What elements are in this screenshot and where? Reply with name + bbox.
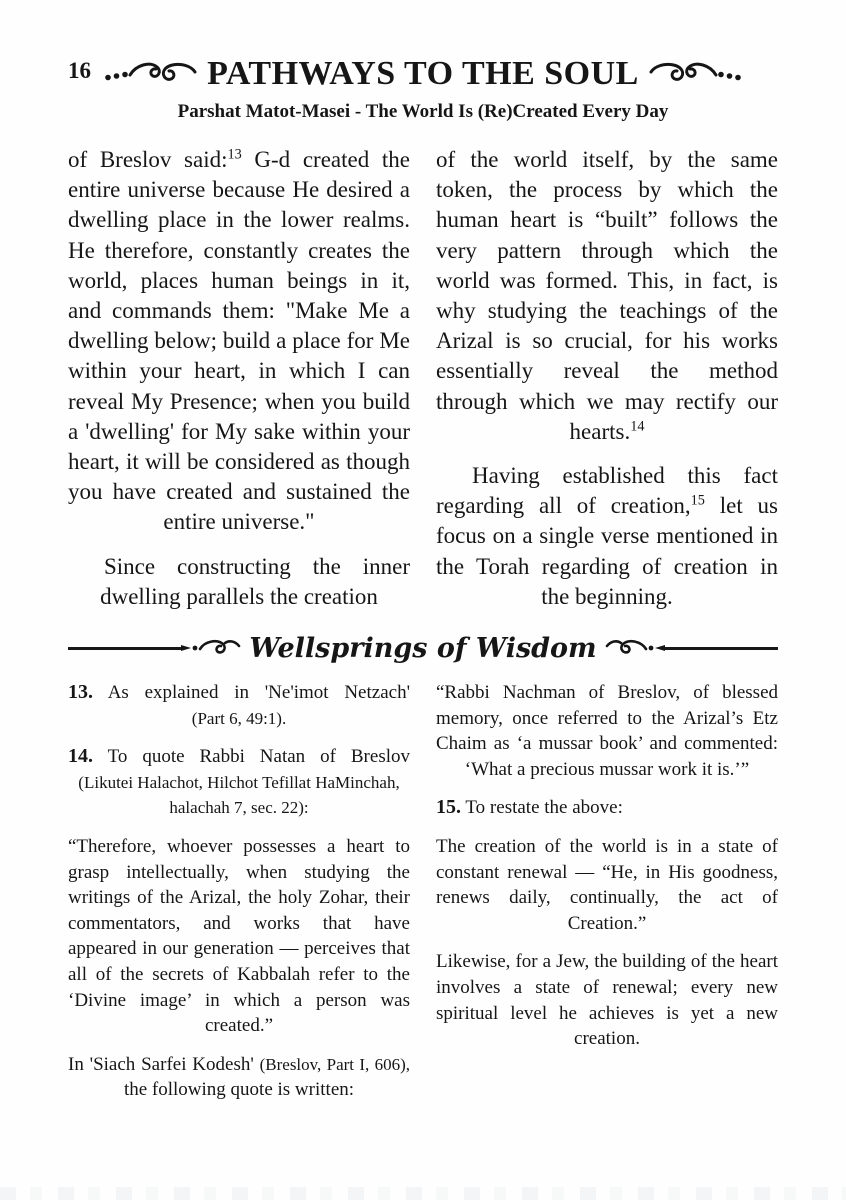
footnote-14-reference: (Likutei Halachot, Hilchot Tefillat HaMinchah, halachah 7, sec. 22):: [78, 772, 400, 818]
body-text: of the world itself, by the same token, the process by which the human heart is “built” follows the very pattern through which the world was formed. This, in fact, is why studying the teachings of the Arizal is so crucial, for his works essentially reveal the method through which we may rectify our hearts.: [436, 147, 778, 444]
footnotes-left-column: [68, 680, 410, 1116]
footnote-text: The creation of the world is in a state of constant renewal — “He, in His goodness, renews daily, continually, the act of Creation.”: [436, 836, 778, 934]
footnote-15-paragraph: [436, 834, 778, 936]
title-row: [0, 52, 846, 96]
quote-text: “Therefore, whoever possesses a heart to grasp intellectually, when studying the writings of the Arizal, the holy Zohar, their commentators, and works that have appeared in our generation — perceives that all of the secrets of Kabbalah refer to the ‘Divine image’ in which a person was created.”: [68, 836, 410, 1037]
footnote-marker-13: 13: [227, 146, 242, 163]
body-paragraph: [68, 552, 410, 612]
footnotes-right-column: [436, 680, 778, 1116]
footnote-13-number: 13.: [68, 681, 93, 704]
footnote-15-text: To restate the above:: [461, 797, 623, 819]
body-paragraph: [436, 461, 778, 612]
source-reference: (Breslov, Part I, 606),: [259, 1054, 410, 1074]
footnote-13: [68, 680, 410, 731]
footnote-marker-14: 14: [630, 418, 645, 435]
footnote-14-text: To quote Rabbi Natan of Breslov: [93, 746, 410, 768]
footnote-15: [436, 795, 778, 821]
page-number: 16: [68, 58, 91, 83]
footnote-15-paragraph-2: [436, 949, 778, 1051]
footnote-marker-15: 15: [690, 492, 705, 509]
footnote-text: Likewise, for a Jew, the building of the heart involves a state of renewal; every new spiritual level he achieves is yet a new creation.: [436, 951, 778, 1050]
footnotes: [0, 680, 846, 1116]
body-text: G-d created the entire universe because He desired a dwelling place in the lower realms. He therefore, constantly creates the world, places human beings in it, and commands them: "Make Me a dwelling below; build a place for Me within your heart, in which I can reveal My Presence; when you build a 'dwelling' for My sake within your heart, it will be considered as though you have created and sustained the entire universe.": [68, 147, 410, 535]
footnote-13-reference: (Part 6, 49:1).: [191, 708, 287, 728]
scroll-flourish-left-icon: [103, 60, 199, 88]
footnote-13-text: As explained in 'Ne'imot Netzach': [93, 682, 410, 704]
left-column: [68, 145, 410, 612]
main-text: [0, 145, 846, 612]
book-title: PATHWAYS TO THE SOUL: [207, 55, 639, 92]
body-paragraph: [436, 145, 778, 447]
source-text: In 'Siach Sarfei Kodesh': [68, 1053, 260, 1075]
source-text: the following quote is written:: [123, 1079, 355, 1101]
divider-rule-left: [68, 647, 181, 650]
divider-flourish-left-icon: [181, 637, 243, 659]
divider-rule-right: [665, 647, 778, 650]
footnote-quote-nachman: [436, 680, 778, 782]
body-text: Since constructing the inner dwelling parallels the creation: [100, 553, 410, 609]
quote-text: “Rabbi Nachman of Breslov, of blessed memory, once referred to the Arizal’s Etz Chaim as ‘a mussar book’ and commented: ‘What a precious mussar work it is.’”: [436, 682, 778, 780]
footnote-14-number: 14.: [68, 745, 93, 768]
footnote-quote-natan: [68, 834, 410, 1039]
scroll-flourish-right-icon: [647, 60, 743, 88]
divider-flourish-right-icon: [603, 637, 665, 659]
section-divider: [68, 630, 778, 666]
body-text: let us focus on a single verse mentioned in the Torah regarding of creation in the beginning.: [436, 493, 778, 609]
body-text: Having established this fact regarding all of creation,: [436, 463, 778, 519]
footnote-14: [68, 744, 410, 821]
footnote-13-line: [68, 680, 410, 706]
chapter-subtitle: Parshat Matot-Masei - The World Is (Re)Created Every Day: [177, 101, 669, 122]
right-column: [436, 145, 778, 612]
scan-artifact-strip: [0, 1187, 846, 1200]
footnote-14-line: [68, 744, 410, 770]
page-header: [0, 52, 846, 123]
footnote-siach-intro: [68, 1052, 410, 1103]
body-text: of Breslov said:: [68, 147, 228, 172]
body-paragraph: [68, 145, 410, 538]
divider-title: Wellsprings of Wisdom: [249, 632, 597, 664]
footnote-15-number: 15.: [436, 796, 461, 819]
